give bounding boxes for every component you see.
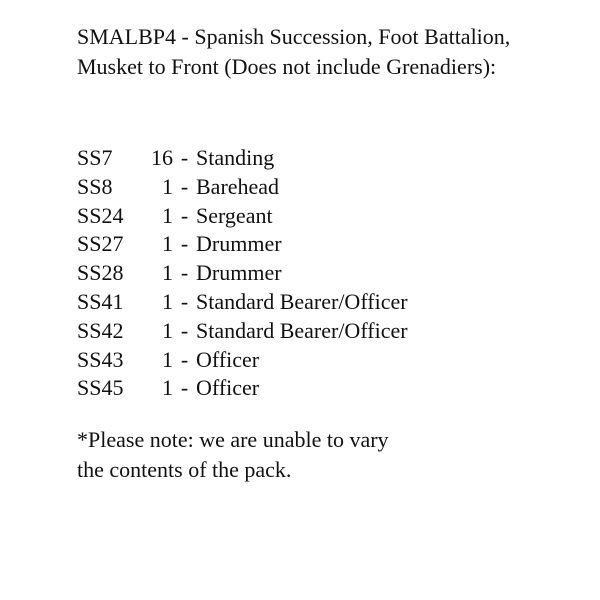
item-description: Officer — [196, 375, 260, 401]
item-code: SS27 — [77, 231, 124, 257]
item-description: Drummer — [196, 231, 282, 257]
item-separator: - — [180, 173, 189, 199]
item-quantity: 16 — [151, 145, 173, 170]
item-description: Standing — [196, 145, 275, 170]
contents-list — [77, 144, 577, 403]
item-code: SS7 — [77, 145, 113, 170]
list-item — [77, 317, 577, 346]
item-quantity: 1 — [162, 173, 173, 199]
list-item — [77, 346, 577, 375]
item-separator: - — [180, 375, 189, 401]
item-code: SS24 — [77, 202, 124, 228]
item-quantity: 1 — [162, 288, 173, 314]
item-separator: - — [180, 231, 189, 257]
item-quantity: 1 — [162, 375, 173, 401]
item-quantity: 1 — [162, 231, 173, 257]
item-description: Officer — [196, 346, 260, 372]
item-quantity: 1 — [162, 317, 173, 343]
item-description: Standard Bearer/Officer — [196, 317, 408, 343]
list-item — [77, 202, 577, 231]
item-separator: - — [180, 288, 189, 314]
item-separator: - — [180, 260, 189, 286]
pack-title-line-2: Musket to Front (Does not include Grenadiers): — [77, 54, 497, 79]
item-code: SS45 — [77, 375, 124, 401]
list-item — [77, 374, 577, 403]
list-item — [77, 288, 577, 317]
item-code: SS28 — [77, 260, 124, 286]
list-item — [77, 144, 577, 173]
item-code: SS42 — [77, 317, 124, 343]
item-separator: - — [180, 317, 189, 343]
item-quantity: 1 — [162, 202, 173, 228]
item-code: SS41 — [77, 288, 124, 314]
item-description: Standard Bearer/Officer — [196, 288, 408, 314]
item-description: Sergeant — [196, 202, 273, 228]
pack-note-line-2: the contents of the pack. — [77, 457, 292, 483]
list-item — [77, 259, 577, 288]
item-separator: - — [180, 202, 189, 228]
item-code: SS43 — [77, 346, 124, 372]
list-item — [77, 173, 577, 202]
pack-contents-document — [77, 22, 577, 485]
item-description: Drummer — [196, 260, 282, 286]
item-description: Barehead — [196, 173, 280, 199]
item-separator: - — [180, 346, 189, 372]
list-item — [77, 230, 577, 259]
pack-note — [77, 425, 577, 485]
item-separator: - — [180, 145, 189, 170]
pack-title-line-1: SMALBP4 - Spanish Succession, Foot Battalion, — [77, 24, 511, 49]
item-quantity: 1 — [162, 260, 173, 286]
item-quantity: 1 — [162, 346, 173, 372]
pack-note-line-1: *Please note: we are unable to vary — [77, 427, 389, 453]
pack-title — [77, 22, 577, 82]
item-code: SS8 — [77, 173, 113, 199]
